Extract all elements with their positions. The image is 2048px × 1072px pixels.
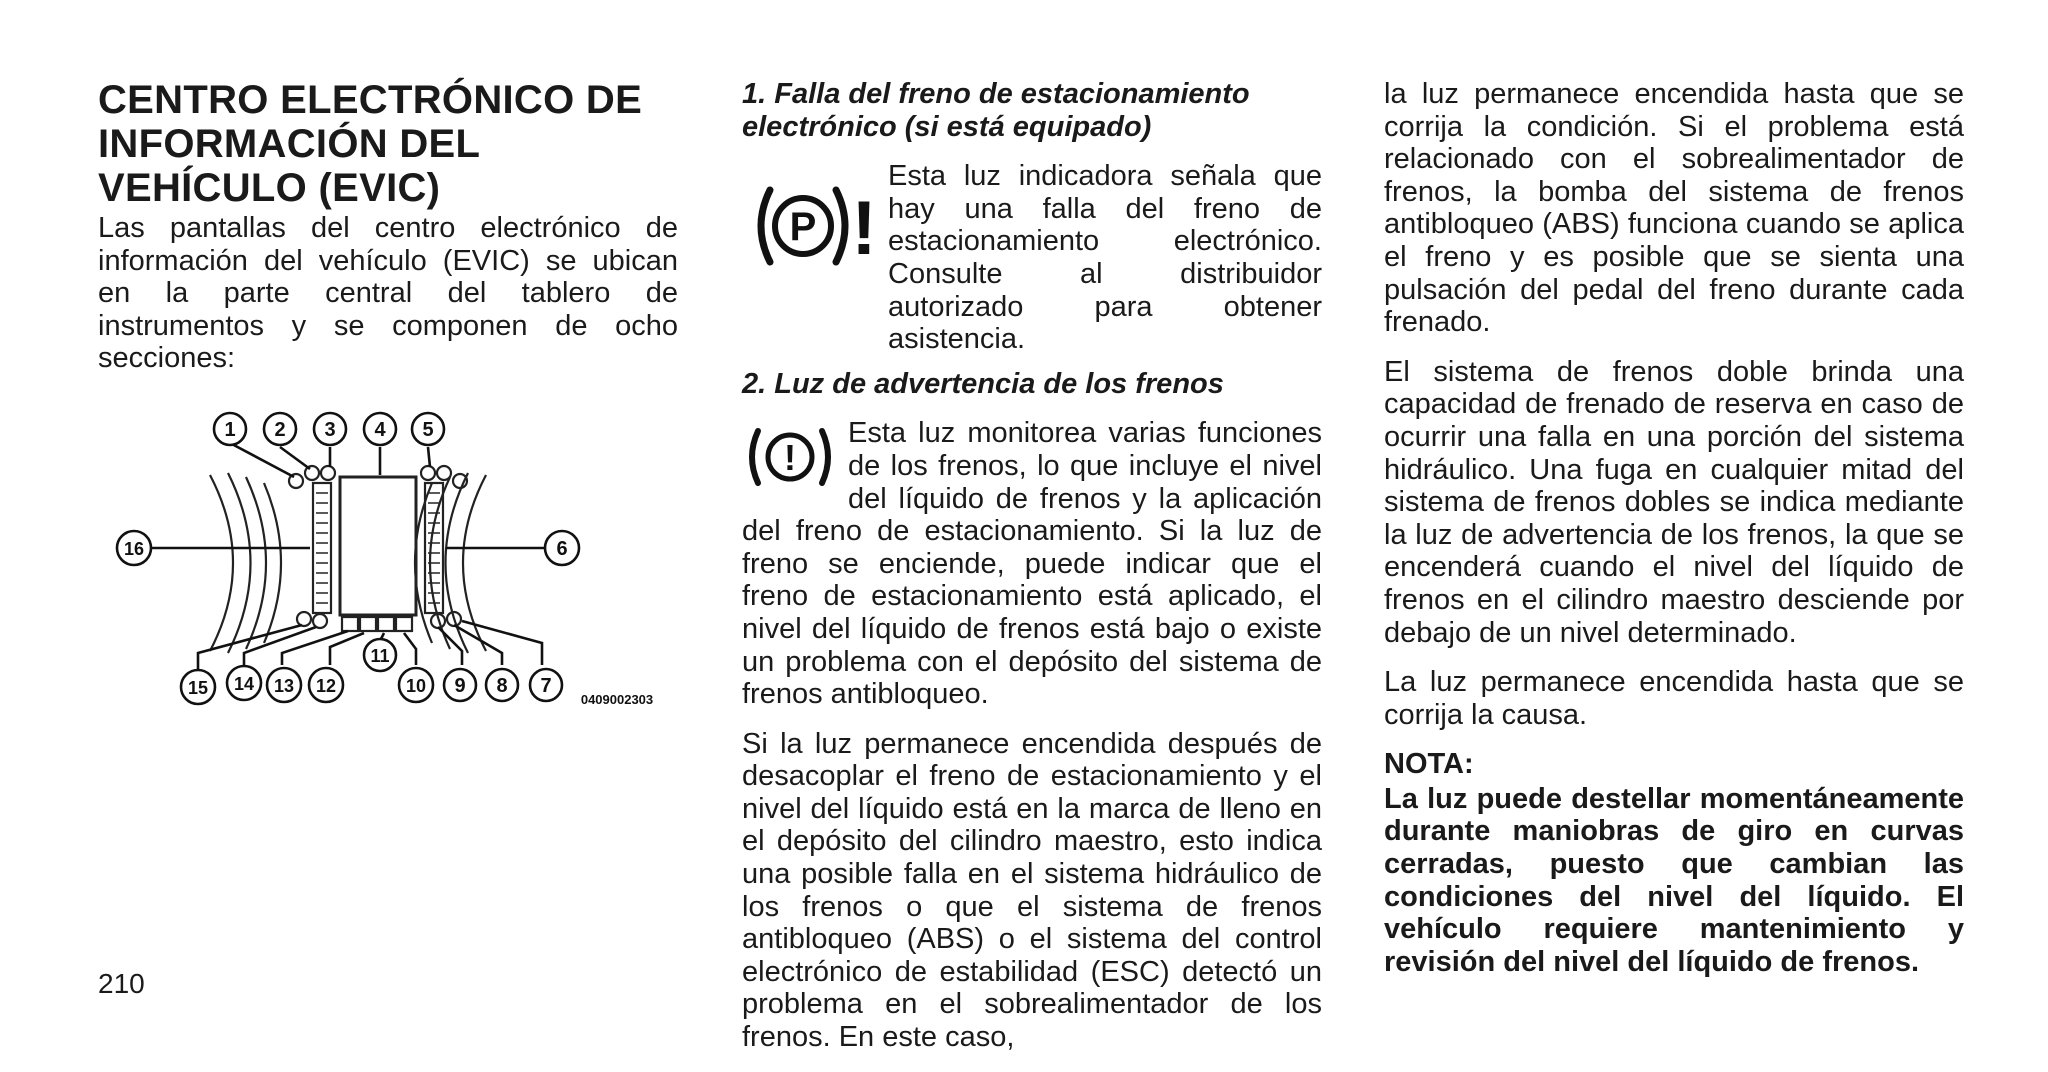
callout-2: 2: [274, 418, 286, 441]
callout-12: 12: [315, 675, 337, 696]
section-heading: CENTRO ELECTRÓNICO DE INFORMACIÓN DEL VEHÍCULO (EVIC): [98, 78, 643, 210]
callout-1: 1: [224, 418, 236, 441]
note-label: NOTA:: [1384, 748, 1474, 781]
section-1-body: Esta luz indicadora señala que hay una falla del freno de estacionamiento electrónico. Consulte al distribuidor autorizado para obtener asistencia.: [888, 160, 1322, 356]
middle-paragraph-3: Si la luz permanece encendida después de desacoplar el freno de estacionamiento y el nivel del líquido está en la marca de lleno en el depósito del cilindro maestro, esto indica una posible falla en el sistema hidráulico de los frenos o que el sistema de frenos antibloqueo (ABS) o el sistema del control electrónico de estabilidad (ESC) detectó un problema en el sobrealimentador de los frenos. En este caso,: [742, 727, 1322, 1054]
callout-3: 3: [324, 418, 336, 441]
column-right: [1384, 78, 1964, 995]
callout-15: 15: [187, 677, 209, 698]
callout-13: 13: [273, 675, 295, 696]
instrument-cluster-illustration: [98, 403, 678, 733]
callout-14: 14: [233, 673, 255, 694]
section-2-title: 2. Luz de advertencia de los frenos: [742, 367, 1224, 400]
right-paragraph-3: La luz permanece encendida hasta que se corrija la causa.: [1384, 666, 1964, 731]
callout-7: 7: [540, 674, 552, 697]
icon-letter-p: P: [789, 205, 817, 250]
right-paragraph-1: la luz permanece encendida hasta que se corrija la condición. Si el problema está relacionado con el sobrealimentador de frenos, la bomba del sistema de frenos antibloqueo (ABS) funciona cuando se aplica el freno y es posible que se sienta una pulsación del pedal del freno durante cada frenado.: [1384, 78, 1964, 339]
column-middle: [742, 78, 1322, 1071]
right-paragraph-2: El sistema de frenos doble brinda una capacidad de frenado de reserva en caso de ocurrir una falla en una porción del sistema hidráulico. Una fuga en cualquier mitad del sistema de frenos dobles se indica mediante la luz de advertencia de los frenos, la que se encenderá cuando el nivel del líquido de frenos en el cilindro maestro desciende por debajo de un nivel determinado.: [1384, 355, 1964, 649]
evic-diagram: [98, 403, 678, 733]
callout-8: 8: [496, 674, 508, 697]
note-body: La luz puede destellar momentáneamente durante maniobras de giro en curvas cerradas, puesto que cambian las condiciones del nivel del líquido. El vehículo requiere mantenimiento y revisión del nivel del líquido de frenos.: [1384, 782, 1964, 978]
callout-16: 16: [123, 538, 145, 559]
page-number: 210: [98, 968, 145, 999]
figure-code: 0409002303: [580, 691, 654, 707]
section-2-block: [742, 417, 1322, 710]
callout-10: 10: [405, 675, 427, 696]
callout-5: 5: [422, 418, 434, 441]
section-2-body: Esta luz monitorea varias funciones de los frenos, lo que incluye el nivel del líquido de frenos y la aplicación del freno de estacionamiento. Si la luz de freno se enciende, puede indicar que el freno de estacionamiento está aplicado, el nivel del líquido de frenos está bajo o existe un problema con el depósito del sistema de frenos antibloqueo.: [742, 417, 1322, 711]
callout-9: 9: [454, 674, 466, 697]
brake-warning-icon: [742, 417, 838, 497]
section-1-title: 1. Falla del freno de estacionamiento electrónico (si está equipado): [742, 78, 1250, 143]
callout-11: 11: [370, 645, 390, 666]
brake-icon-exclamation: !: [784, 437, 796, 479]
electronic-parking-brake-warning-icon: [742, 160, 878, 292]
callout-4: 4: [374, 418, 386, 441]
column-left: [98, 78, 678, 733]
section-1-block: [742, 160, 1322, 356]
intro-paragraph: Las pantallas del centro electrónico de información del vehículo (EVIC) se ubican en la parte central del tablero de instrumentos y se componen de ocho secciones:: [98, 212, 678, 375]
callout-6: 6: [556, 537, 568, 560]
icon-exclamation: !: [851, 186, 877, 272]
